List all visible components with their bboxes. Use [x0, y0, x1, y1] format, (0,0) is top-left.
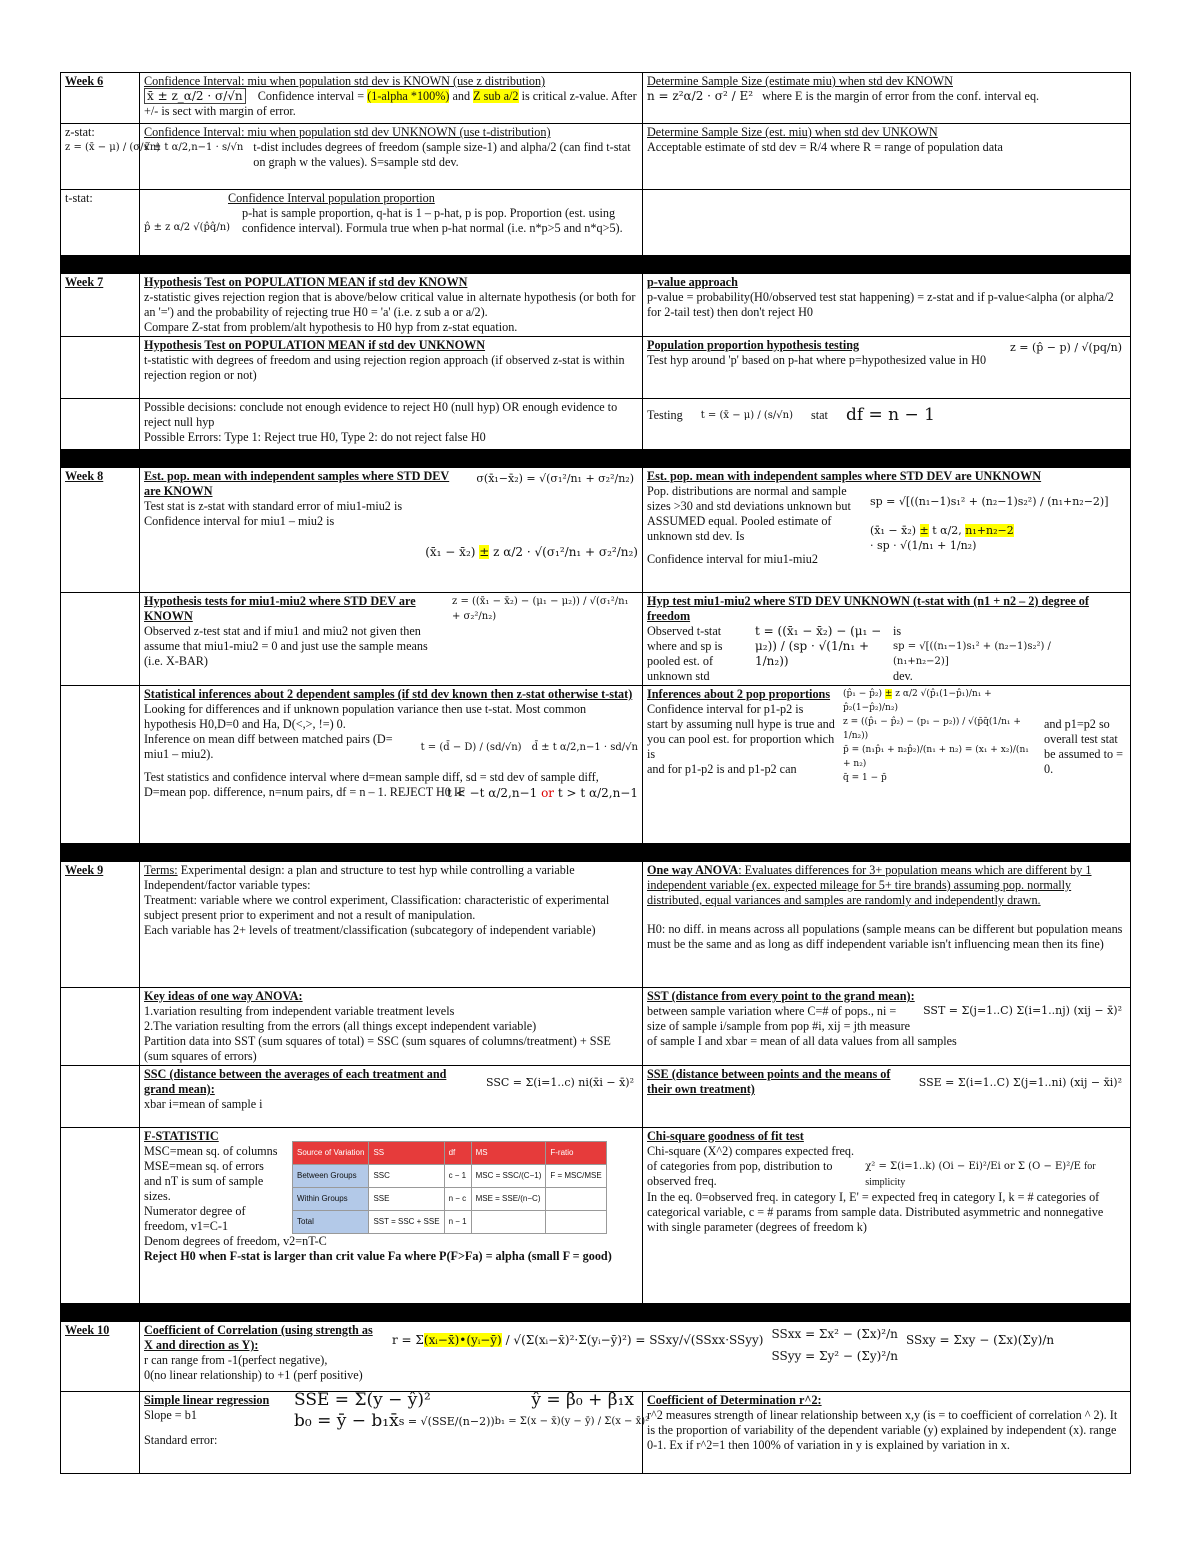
week10-row2	[61, 1392, 1131, 1474]
est-known-title: Est. pop. mean with independent samples where STD DEV are KNOWN	[144, 469, 450, 498]
ci-unknown-cell	[140, 124, 643, 190]
ht2-unknown-title: Hyp test miu1-miu2 where STD DEV UNKNOWN (t-stat with (n1 + n2 – 2) degree of freedom	[647, 594, 1089, 623]
anova-cell: df	[444, 1142, 471, 1165]
slr-cell	[140, 1390, 650, 1474]
ht-known-title: Hypothesis Test on POPULATION MEAN if std dev KNOWN	[144, 275, 468, 289]
inf2p-cell	[643, 686, 1131, 844]
inf2p-pm: ±	[884, 689, 893, 699]
tstat-cell	[61, 190, 140, 256]
ci-prop-title: Confidence Interval population proportion	[228, 191, 435, 205]
ci-prop-text: p-hat is sample proportion, q-hat is 1 – p-hat, p is pop. Proportion (est. using confidence interval). Formula true when p-hat normal (i.e. n*p>5 and n*q>5).	[242, 206, 623, 235]
week8-row3	[61, 686, 1131, 844]
anova-text2: H0: no diff. in means across all populations (sample means can be different but population means must be the same and as long as diff independent variable isn't influencing mean then its fine)	[647, 922, 1123, 951]
ht2-unknown-cell	[643, 593, 1131, 686]
sst-text1: between sample variation where C=# of pops., ni = size of sample i/sample from pop #i, xij = jth measure of sample I and xbar = mean of all data values from all samples	[647, 1004, 957, 1048]
ci-known-formula: x̄ ± z_α/2 · σ/√n	[144, 88, 246, 104]
dep-reject1: t < −t α/2,n−1	[447, 786, 538, 800]
terms-cell	[140, 862, 643, 988]
week10-row1	[61, 1322, 1131, 1392]
week-label	[61, 468, 140, 593]
slr-sse-formula: SSE = Σ(y − ŷ)²	[294, 1390, 431, 1410]
week-label	[61, 73, 140, 124]
separator	[61, 450, 1131, 468]
ht2-unknown-dev: dev.	[893, 669, 913, 683]
testing-label: Testing	[647, 408, 683, 422]
dep-formula1: t = (d̄ − D) / (sd/√n)	[420, 741, 522, 753]
slr-b1-formula: b₁ = Σ(x − x̄)(y − ȳ) / Σ(x − x̄)²	[494, 1416, 650, 1427]
inf2p-formula3: p̄ = (n₁p̂₁ + n₂p̂₂)/(n₁ + n₂) = (x₁ + x₂)/(n₁ + n₂)	[843, 745, 1029, 769]
separator	[61, 844, 1131, 862]
dep-text2: Inference on mean diff between matched pairs (D= miu1 – miu2).	[144, 732, 393, 761]
anova-source-cell: Source of Variation	[293, 1142, 369, 1165]
testing-cell	[643, 399, 1131, 450]
inf2p-and: and p1=p2 so overall test stat	[1044, 717, 1118, 746]
week9-row1	[61, 862, 1131, 988]
cheat-sheet-table	[60, 72, 1131, 1474]
anova-table	[292, 1141, 607, 1234]
est-known-text2: Confidence interval for miu1 – miu2 is	[144, 514, 335, 528]
est-unknown-formula2c: · sp · √(1/n₁ + 1/n₂)	[870, 539, 977, 552]
week-9-label: Week 9	[65, 863, 104, 877]
sst-cell	[643, 988, 1131, 1066]
ht2-known-text: Observed z-test stat and if miu1 and miu2 not given then assume that miu1-miu2 = 0 and just use the sample means (i.e. X-BAR)	[144, 624, 428, 668]
anova-cell	[546, 1211, 606, 1234]
week-10-label: Week 10	[65, 1323, 110, 1337]
corr-title: Coefficient of Correlation (using strength as X and direction as Y):	[144, 1323, 373, 1352]
ssxx-formula: SSxx = Σx² − (Σx)²/n	[771, 1327, 898, 1341]
anova-row	[293, 1211, 607, 1234]
week-6-label: Week 6	[65, 74, 104, 88]
week6-row2	[61, 124, 1131, 190]
est-known-formula1: σ(x̄₁−x̄₂) = √(σ₁²/n₁ + σ₂²/n₂)	[476, 472, 634, 485]
ss-unknown-cell	[643, 124, 1131, 190]
ci-unknown-formula: x̄ ± t α/2,n−1 · s/√n	[144, 142, 244, 153]
est-unknown-pm: ±	[919, 524, 929, 537]
week7-row2	[61, 337, 1131, 399]
est-known-pm: ±	[479, 545, 490, 559]
ht2-unknown-is: is	[893, 624, 902, 638]
sst-title: SST (distance from every point to the grand mean):	[647, 989, 915, 1003]
sse-cell	[643, 1066, 1131, 1128]
chi-text1: Chi-square (X^2) compares expected freq. of categories from pop, distribution to observed freq.	[647, 1144, 855, 1188]
anova-cell: c − 1	[444, 1165, 471, 1188]
det-title: Coefficient of Determination r^2:	[647, 1393, 822, 1407]
corr-cell	[140, 1322, 1131, 1392]
anova-cell	[546, 1188, 606, 1211]
anova-cell	[643, 862, 1131, 988]
week8-row2	[61, 593, 1131, 686]
anova-cell: MSC = SSC/(C−1)	[471, 1165, 546, 1188]
week-label	[61, 862, 140, 988]
ssc-title: SSC (distance between the averages of each treatment and grand mean):	[144, 1067, 447, 1096]
anova-text1: : Evaluates differences for 3+ population means which are different by 1 independent variable (ex. expected mileage for 5+ tire brands) assuming pop. normally distributed, equal variances and samples are randomly and independently drawn.	[647, 863, 1092, 907]
prop-ht-cell	[643, 337, 1131, 399]
anova-cell: SST = SSC + SSE	[369, 1211, 444, 1234]
week9-row4	[61, 1128, 1131, 1304]
sse-formula: SSE = Σ(i=1..C) Σ(j=1..ni) (xij − x̄i)²	[918, 1076, 1122, 1089]
dep-cell	[140, 686, 643, 844]
week7-row3	[61, 399, 1131, 450]
f-text2: MSE=mean sq. of errors and nT is sum of sample sizes.	[144, 1159, 264, 1203]
det-text: r^2 measures strength of linear relationship between x,y (is = to coefficient of correlation ^ 2). It is the proportion of variability of the dependent variable (y) explained by independent (x). range 0-1. Ex if r^2=1 then 100% of variation in y is explained by variation in x.	[647, 1408, 1118, 1452]
f-text3: Numerator degree of freedom, v1=C-1	[144, 1204, 246, 1233]
ht2-unknown-formula1: t = ((x̄₁ − x̄₂) − (μ₁ − μ₂)) / (sp · √(1/n₁ + 1/n₂))	[755, 624, 882, 668]
sse-title: SSE (distance between points and the means of their own treatment)	[647, 1067, 891, 1096]
week8-row1	[61, 468, 1131, 593]
anova-cell: SSE	[369, 1188, 444, 1211]
terms-text4: Each variable has 2+ levels of treatment/classification (subcategory of independent variable)	[144, 923, 596, 937]
anova-source-cell: Within Groups	[293, 1188, 369, 1211]
ci-known-and: and	[449, 89, 474, 103]
anova-header-row	[293, 1142, 607, 1165]
df-formula: df = n − 1	[845, 405, 935, 425]
key-cell	[140, 988, 643, 1066]
est-unknown-text2: Confidence interval for miu1-miu2	[647, 552, 818, 566]
ci-prop-formula: p̂ ± z α/2 √(p̂q̂/n)	[144, 222, 231, 233]
anova-cell: MSE = SSE/(n−C)	[471, 1188, 546, 1211]
ssc-text: xbar i=mean of sample i	[144, 1097, 263, 1111]
zstat-cell	[61, 124, 161, 190]
slr-se-formula: s = √(SSE/(n−2))	[398, 1415, 495, 1428]
empty-cell	[61, 593, 140, 686]
decisions-cell	[140, 399, 643, 450]
dep-reject2: t > t α/2,n−1	[557, 786, 638, 800]
empty-cell	[61, 686, 140, 844]
key-text1: 1.variation resulting from independent variable treatment levels	[144, 1004, 455, 1018]
anova-source-cell: Between Groups	[293, 1165, 369, 1188]
anova-cell: F = MSC/MSE	[546, 1165, 606, 1188]
f-title: F-STATISTIC	[144, 1129, 219, 1143]
inf2p-title: Inferences about 2 pop proportions	[647, 687, 831, 701]
empty-cell	[61, 1128, 140, 1304]
ci-known-hl1: (1-alpha *100%)	[367, 89, 450, 103]
est-known-text1: Test stat is z-stat with standard error of miu1-miu2 is	[144, 499, 403, 513]
anova-cell: F-ratio	[546, 1142, 606, 1165]
ssc-formula: SSC = Σ(i=1..c) ni(x̄i − x̄)²	[486, 1076, 634, 1089]
dep-formula2: d̄ ± t α/2,n−1 · sd/√n	[531, 741, 638, 753]
est-unknown-formula2a: (x̄₁ − x̄₂)	[870, 524, 920, 537]
empty-cell	[643, 190, 1131, 256]
dep-title: Statistical inferences about 2 dependent samples (if std dev known then z-stat otherwise t-stat)	[144, 687, 633, 701]
inf2p-formula4: q̄ = 1 − p̄	[843, 773, 887, 783]
dep-reject-or: or	[537, 786, 558, 800]
terms-text3: Treatment: variable where we control experiment, Classification: characteristic of experimental subject present prior to experiment and not a result of manipulation.	[144, 893, 610, 922]
anova-label: One way ANOVA	[647, 863, 739, 877]
terms-text2: Independent/factor variable types:	[144, 878, 311, 892]
ss-known-cell	[643, 73, 1131, 124]
ssc-cell	[140, 1066, 643, 1128]
est-unknown-cell	[643, 468, 1131, 593]
ht-known-cell	[140, 274, 643, 337]
anova-cell: SS	[369, 1142, 444, 1165]
anova-row	[293, 1188, 607, 1211]
empty-cell	[61, 1392, 140, 1474]
key-title: Key ideas of one way ANOVA:	[144, 989, 303, 1003]
corr-formula-a: r = Σ	[392, 1333, 424, 1347]
est-unknown-formula2b: t α/2,	[928, 524, 966, 537]
terms-text1: Experimental design: a plan and structure to test hyp while controlling a variable	[177, 863, 575, 877]
ht-known-text1: z-statistic gives rejection region that is above/below critical value in alternate hypothesis (or both for an '=') and the probability of rejecting true H0 = 'a' (i.e. z sub a or a/2).	[144, 290, 636, 319]
empty-cell	[61, 988, 140, 1066]
sst-formula: SST = Σ(j=1..C) Σ(i=1..nj) (xij − x̄)²	[923, 1004, 1122, 1017]
prop-ht-formula: z = (p̂ − p) / √(pq/n)	[1009, 341, 1122, 354]
inf2p-formula1a: (p̂₁ − p̂₂)	[843, 689, 885, 699]
ci-known-pre: Confidence interval =	[257, 89, 368, 103]
est-unknown-df: n₁+n₂−2	[965, 524, 1014, 537]
chi-formula: χ² = Σ(i=1..k) (Oi − Ei)²/Ei or Σ (O − E)²/E	[865, 1161, 1081, 1172]
pval-cell	[643, 274, 1131, 337]
chi-title: Chi-square goodness of fit test	[647, 1129, 804, 1143]
corr-formula-b: / √(Σ(xᵢ−x̄)²·Σ(yᵢ−ȳ)²) = SSxy/√(SSxx·SSyy)	[501, 1333, 764, 1347]
inf2p-text2: start by assuming null hype is true and you can pool est. for proportion which is	[647, 717, 835, 761]
ht2-known-formula: z = ((x̄₁ − x̄₂) − (μ₁ − μ₂)) / √(σ₁²/n₁ + σ₂²/n₂)	[452, 596, 629, 622]
f-text5: Reject H0 when F-stat is larger than crit value Fa where P(F>Fa) = alpha (small F = good)	[144, 1249, 612, 1263]
zstat-label: z-stat:	[65, 125, 95, 139]
week-8-label: Week 8	[65, 469, 104, 483]
zstat-formula: z = (x̄ − μ) / (σ/√n)	[65, 142, 161, 153]
f-cell	[140, 1128, 643, 1304]
corr-text1: r can range from -1(perfect negative),	[144, 1353, 328, 1367]
est-unknown-text1: Pop. distributions are normal and sample sizes >30 and std deviations unknown but ASSUMED equal. Pooled estimate of unknown std dev. Is	[647, 484, 851, 543]
dep-text3: Test statistics and confidence interval where d=mean sample diff, sd = std dev of sample diff, D=mean pop. difference, n=num pairs, df = n – 1. REJECT H0 IF	[144, 770, 599, 799]
anova-cell	[471, 1211, 546, 1234]
ci-known-hl2: Z sub a/2	[473, 89, 519, 103]
anova-cell: MS	[471, 1142, 546, 1165]
slr-b0-formula: b₀ = ȳ − b₁x̄	[294, 1411, 399, 1431]
inf2p-text1: Confidence interval for p1-p2 is	[647, 702, 804, 716]
anova-cell: n − c	[444, 1188, 471, 1211]
ci-known-post: is critical z-value. After +/- is sect with margin of error.	[144, 89, 637, 118]
ss-unknown-text: Acceptable estimate of std dev = R/4 where R = range of population data	[647, 140, 1003, 154]
week-label	[61, 1322, 140, 1392]
ci-known-cell	[140, 73, 643, 124]
week9-row3	[61, 1066, 1131, 1128]
chi-simplicity: for simplicity	[865, 1161, 1096, 1188]
slr-slope: Slope = b1	[144, 1408, 197, 1422]
ssyy-formula: SSyy = Σy² − (Σy)²/n	[771, 1349, 898, 1363]
slr-yhat-formula: ŷ = β₀ + β₁x	[531, 1390, 634, 1410]
inf2p-formula2: z = ((p̂₁ − p̂₂) − (p₁ − p₂)) / √(p̄q̄(1/n₁ + 1/n₂))	[843, 717, 1021, 741]
ht-unknown-text: t-statistic with degrees of freedom and using rejection region approach (if observed z-stat is within rejection region or not)	[144, 353, 625, 382]
ss-unknown-title: Determine Sample Size (est. miu) when std dev UNKOWN	[647, 125, 938, 139]
key-text2: 2.The variation resulting from the errors (all things except independent variable)	[144, 1019, 537, 1033]
chi-text2: In the eq. 0=observed freq. in category I, E' = expected freq in category I, k = # categories of categorical variable, c = # params from sample data. Distributed asymmetric and nonnegative with single parameter (degrees of freedom k)	[647, 1190, 1104, 1234]
empty-cell	[61, 1066, 140, 1128]
est-known-cell	[140, 468, 643, 593]
slr-title: Simple linear regression	[144, 1393, 270, 1407]
week-label	[61, 274, 140, 337]
anova-cell: SSC	[369, 1165, 444, 1188]
ci-known-title: Confidence Interval: miu when population std dev is KNOWN (use z distribution)	[144, 74, 546, 88]
stat-label: stat	[811, 408, 828, 422]
est-known-formula2a: (x̄₁ − x̄₂)	[425, 545, 480, 559]
corr-formula-hl: (xᵢ−x̄)•(yᵢ−ȳ)	[423, 1333, 502, 1347]
inf2p-formula1b: z α/2 √(p̂₁(1−p̂₁)/n₁ + p̂₂(1−p̂₂)/n₂)	[843, 689, 992, 713]
prop-ht-text: Test hyp around 'p' based on p-hat where p=hypothesized value in H0	[647, 353, 987, 367]
empty-cell	[61, 337, 140, 399]
ht2-unknown-text1: Observed t-stat where and sp is pooled est. of unknown std	[647, 624, 723, 683]
det-cell	[643, 1392, 1131, 1474]
est-unknown-formula1: sp = √[((n₁−1)s₁² + (n₂−1)s₂²) / (n₁+n₂−2)]	[870, 495, 1109, 508]
f-text4: Denom degrees of freedom, v2=nT-C	[144, 1234, 327, 1248]
inf2p-text3: and for p1-p2 is and p1-p2 can	[647, 762, 797, 776]
ci-unknown-title: Confidence Interval: miu when population std dev UNKNOWN (use t-distribution)	[144, 125, 551, 139]
week7-row1	[61, 274, 1131, 337]
ht2-unknown-formula2: sp = √[((n₁−1)s₁² + (n₂−1)s₂²) / (n₁+n₂−2)]	[893, 641, 1051, 667]
chi-cell	[643, 1128, 1131, 1304]
ssxy-formula: SSxy = Σxy − (Σx)(Σy)/n	[905, 1333, 1055, 1347]
separator	[61, 256, 1131, 274]
terms-label: Terms:	[144, 863, 178, 877]
anova-source-cell: Total	[293, 1211, 369, 1234]
anova-cell: n − 1	[444, 1211, 471, 1234]
anova-row	[293, 1165, 607, 1188]
testing-formula: t = (x̄ − μ) / (s/√n)	[700, 410, 793, 421]
dep-text1: Looking for differences and if unknown population variance then use t-stat. Most common hypothesis H0,D=0 and Ha, D(<,>, !=) 0.	[144, 702, 587, 731]
ss-known-text: where E is the margin of error from the conf. interval eq.	[762, 89, 1040, 103]
key-text3: Partition data into SST (sum squares of total) = SSC (sum squares of columns/treatment) + SSE (sum squares of errors)	[144, 1034, 611, 1063]
week9-row2	[61, 988, 1131, 1066]
prop-ht-title: Population proportion hypothesis testing	[647, 338, 860, 352]
ss-known-formula: n = z²α/2 · σ² / E²	[647, 89, 754, 103]
empty-cell	[61, 399, 140, 450]
f-text1: MSC=mean sq. of columns	[144, 1144, 278, 1158]
tstat-label: t-stat:	[65, 191, 93, 205]
week6-row3	[61, 190, 1131, 256]
inf2p-zero: be assumed to = 0.	[1044, 747, 1123, 776]
week6-row1	[61, 73, 1131, 124]
ht2-known-cell	[140, 593, 643, 686]
separator	[61, 1304, 1131, 1322]
ci-prop-cell	[140, 190, 643, 256]
ci-unknown-text: t-dist includes degrees of freedom (sample size-1) and alpha/2 (can find t-stat on graph w the values). S=sample std dev.	[253, 140, 631, 169]
est-known-formula2b: z α/2 · √(σ₁²/n₁ + σ₂²/n₂)	[489, 545, 638, 559]
ss-known-title: Determine Sample Size (estimate miu) when std dev KNOWN	[647, 74, 953, 88]
pval-title: p-value approach	[647, 275, 738, 289]
ht-known-text2: Compare Z-stat from problem/alt hypothesis to H0 hyp from z-stat equation.	[144, 320, 518, 334]
decisions-text1: Possible decisions: conclude not enough evidence to reject H0 (null hyp) OR enough evidence to reject null hyp	[144, 400, 618, 429]
est-unknown-title: Est. pop. mean with independent samples where STD DEV are UNKNOWN	[647, 469, 1042, 483]
slr-se: Standard error:	[144, 1433, 218, 1447]
ht-unknown-title: Hypothesis Test on POPULATION MEAN if std dev UNKNOWN	[144, 338, 486, 352]
corr-text2: 0(no linear relationship) to +1 (perf positive)	[144, 1368, 363, 1382]
ht-unknown-cell	[140, 337, 643, 399]
ht2-known-title: Hypothesis tests for miu1-miu2 where STD DEV are KNOWN	[144, 594, 416, 623]
week-7-label: Week 7	[65, 275, 104, 289]
decisions-text2: Possible Errors: Type 1: Reject true H0, Type 2: do not reject false H0	[144, 430, 486, 444]
pval-text: p-value = probability(H0/observed test stat happening) = z-stat and if p-value<alpha (or alpha/2 for 2-tail test) then don't reject H0	[647, 290, 1114, 319]
